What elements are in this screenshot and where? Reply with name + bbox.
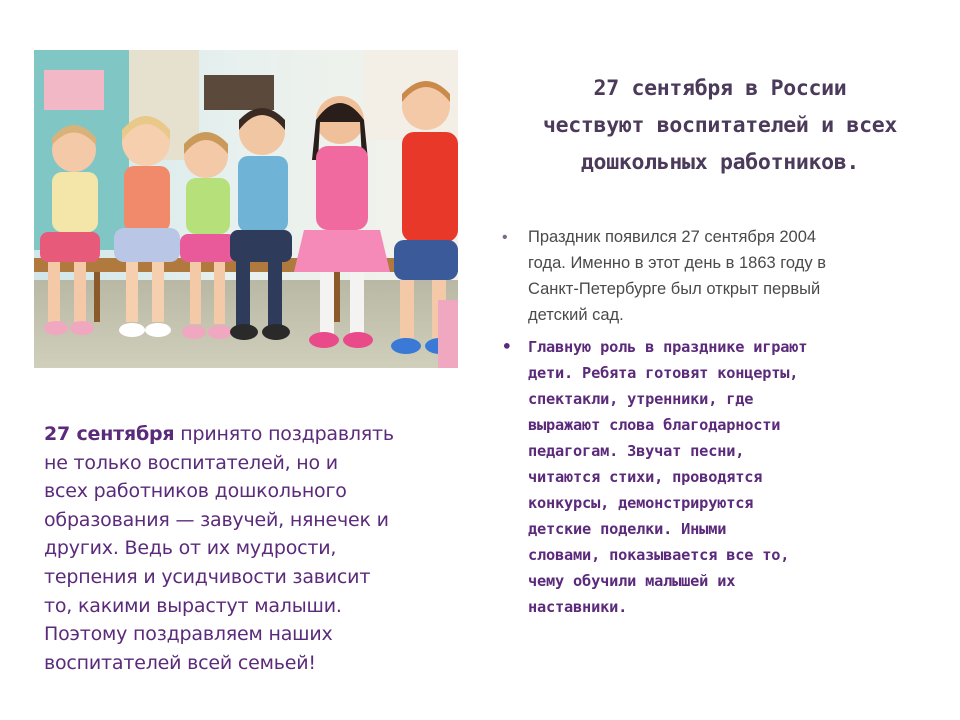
bullet-list <box>502 224 922 620</box>
text-line: других. Ведь от их мудрости, <box>44 537 337 560</box>
text-line: воспитателей всей семьей! <box>44 651 316 674</box>
text-line: не только воспитателей, но и <box>44 451 338 474</box>
text-line: всех работников дошкольного <box>44 480 347 503</box>
text-line: выражают слова благодарности <box>528 416 781 434</box>
text-line: Главную роль в празднике играют <box>528 338 808 356</box>
bullet-dot-icon: • <box>502 229 508 246</box>
text-line: читаются стихи, проводятся <box>528 468 763 486</box>
text-fragment: принято поздравлять <box>174 423 394 445</box>
greeting-paragraph <box>44 420 464 677</box>
bullet-item-history <box>502 224 922 328</box>
title-line: дошкольных работников. <box>580 150 860 175</box>
bullet-item-celebration <box>502 334 922 620</box>
text-line: детские поделки. Иными <box>528 520 727 538</box>
text-line: образования — завучей, нянечек и <box>44 508 389 531</box>
text-line: спектакли, утренники, где <box>528 390 754 408</box>
text-line: Поэтому поздравляем наших <box>44 623 333 646</box>
text-line: Санкт-Петербурге был открыт первый <box>528 280 821 298</box>
text-line: конкурсы, демонстрируются <box>528 494 754 512</box>
text-line: Праздник появился 27 сентября 2004 <box>528 228 817 246</box>
bullet-dot-icon: • <box>502 337 512 356</box>
text-line: чему обучили малышей их <box>528 572 736 590</box>
text-line: дети. Ребята готовят концерты, <box>528 364 799 382</box>
text-line <box>44 420 464 449</box>
title-line: чествуют воспитателей и всех <box>542 113 898 138</box>
children-photo-illustration <box>34 50 458 368</box>
page-title <box>490 70 950 181</box>
text-line: то, какими вырастут малыши. <box>44 594 342 617</box>
text-line: педагогам. Звучат песни, <box>528 442 745 460</box>
date-emphasis: 27 сентября <box>44 423 175 445</box>
title-line: 27 сентября в России <box>593 76 847 101</box>
text-line: года. Именно в этот день в 1863 году в <box>528 254 826 272</box>
text-line: терпения и усидчивости зависит <box>44 565 371 588</box>
children-photo <box>34 50 458 368</box>
text-line: словами, показывается все то, <box>528 546 790 564</box>
text-line: наставники. <box>528 598 628 616</box>
text-line: детский сад. <box>528 306 624 324</box>
